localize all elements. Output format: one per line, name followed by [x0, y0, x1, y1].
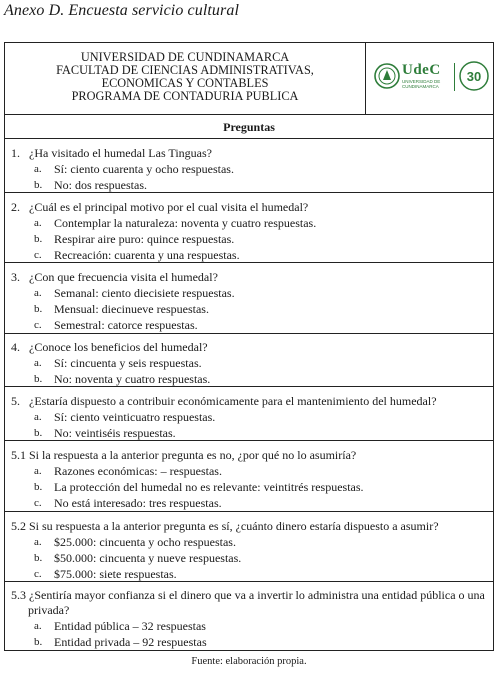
answer-option: No está interesado: tres respuestas. — [54, 496, 222, 510]
question-text: 5.3 ¿Sentiría mayor confianza si el dinero que va a invertir lo administra una entidad pública o una — [11, 588, 485, 602]
logo-subtitle: UNIVERSIDAD DE CUNDINAMARCA — [402, 79, 441, 89]
option-letter: b. — [34, 373, 43, 385]
question-text: 5. ¿Estaría dispuesto a contribuir económicamente para el mantenimiento del humedal? — [11, 394, 437, 408]
question-text: 5.2 Si su respuesta a la anterior pregunta es sí, ¿cuánto dinero estaría dispuesto a asumir? — [11, 519, 439, 533]
option-letter: c. — [34, 249, 42, 261]
answer-option: Respirar aire puro: quince respuestas. — [54, 232, 235, 246]
question-5-1 — [5, 441, 493, 512]
question-text: 3. ¿Con que frecuencia visita el humedal? — [11, 270, 218, 284]
option-letter: c. — [34, 568, 42, 580]
answer-option: Razones económicas: – respuestas. — [54, 464, 222, 478]
answer-option: Mensual: diecinueve respuestas. — [54, 302, 209, 316]
answer-option: Sí: cincuenta y seis respuestas. — [54, 356, 202, 370]
answer-option: No: dos respuestas. — [54, 178, 147, 192]
institution-line: PROGRAMA DE CONTADURIA PUBLICA — [71, 89, 299, 103]
answer-option: Entidad pública – 32 respuestas — [54, 619, 206, 633]
logo-name: UdeC — [402, 62, 441, 78]
answer-option: Sí: ciento veinticuatro respuestas. — [54, 410, 216, 424]
option-letter: a. — [34, 163, 42, 175]
survey-table — [4, 42, 494, 651]
option-letter: a. — [34, 357, 42, 369]
answer-option: No: noventa y cuatro respuestas. — [54, 372, 211, 386]
answer-option: Semestral: catorce respuestas. — [54, 318, 198, 332]
answer-option: $75.000: siete respuestas. — [54, 567, 177, 581]
question-text: 2. ¿Cuál es el principal motivo por el cual visita el humedal? — [11, 200, 309, 214]
institution-line: ECONOMICAS Y CONTABLES — [101, 76, 269, 90]
option-letter: b. — [34, 427, 43, 439]
institution-line: UNIVERSIDAD DE CUNDINAMARCA — [80, 50, 290, 64]
option-letter: a. — [34, 536, 42, 548]
question-text-continuation: privada? — [28, 603, 70, 617]
annex-title: Anexo D. Encuesta servicio cultural — [4, 2, 239, 19]
answer-option: $25.000: cincuenta y ocho respuestas. — [54, 535, 236, 549]
option-letter: b. — [34, 303, 43, 315]
option-letter: b. — [34, 179, 43, 191]
university-logo — [365, 43, 493, 114]
table-header: Preguntas — [5, 115, 493, 139]
option-letter: a. — [34, 465, 42, 477]
option-letter: b. — [34, 481, 43, 493]
answer-option: Semanal: ciento diecisiete respuestas. — [54, 286, 235, 300]
source-note: Fuente: elaboración propia. — [191, 656, 307, 667]
option-letter: c. — [34, 319, 42, 331]
question-text: 5.1 Si la respuesta a la anterior pregunta es no, ¿por qué no lo asumiría? — [11, 448, 357, 462]
answer-option: La protección del humedal no es relevante: veintitrés respuestas. — [54, 480, 364, 494]
institution-line: FACULTAD DE CIENCIAS ADMINISTRATIVAS, — [56, 63, 314, 77]
question-3 — [5, 263, 493, 334]
option-letter: a. — [34, 287, 42, 299]
answer-option: $50.000: cincuenta y nueve respuestas. — [54, 551, 242, 565]
question-4 — [5, 334, 493, 387]
answer-option: Contemplar la naturaleza: noventa y cuatro respuestas. — [54, 216, 317, 230]
option-letter: a. — [34, 411, 42, 423]
anniversary-30-icon — [458, 59, 490, 93]
option-letter: b. — [34, 233, 43, 245]
option-letter: a. — [34, 217, 42, 229]
answer-option: Entidad privada – 92 respuestas — [54, 635, 207, 649]
answer-option: Recreación: cuarenta y una respuestas. — [54, 248, 240, 262]
question-5 — [5, 387, 493, 441]
question-1 — [5, 139, 493, 193]
question-5-2 — [5, 512, 493, 582]
question-5-3 — [5, 582, 493, 651]
answer-option: Sí: ciento cuarenta y ocho respuestas. — [54, 162, 234, 176]
institution-header — [5, 43, 493, 115]
option-letter: c. — [34, 497, 42, 509]
logo-divider — [454, 63, 455, 91]
question-text: 4. ¿Conoce los beneficios del humedal? — [11, 340, 208, 354]
emblem-icon — [374, 61, 400, 91]
option-letter: b. — [34, 552, 43, 564]
answer-option: No: veintiséis respuestas. — [54, 426, 176, 440]
question-2 — [5, 193, 493, 263]
option-letter: a. — [34, 620, 42, 632]
anniversary-number: 30 — [466, 69, 482, 84]
question-text: 1. ¿Ha visitado el humedal Las Tinguas? — [11, 146, 212, 160]
institution-name-block — [5, 51, 365, 103]
option-letter: b. — [34, 636, 43, 648]
